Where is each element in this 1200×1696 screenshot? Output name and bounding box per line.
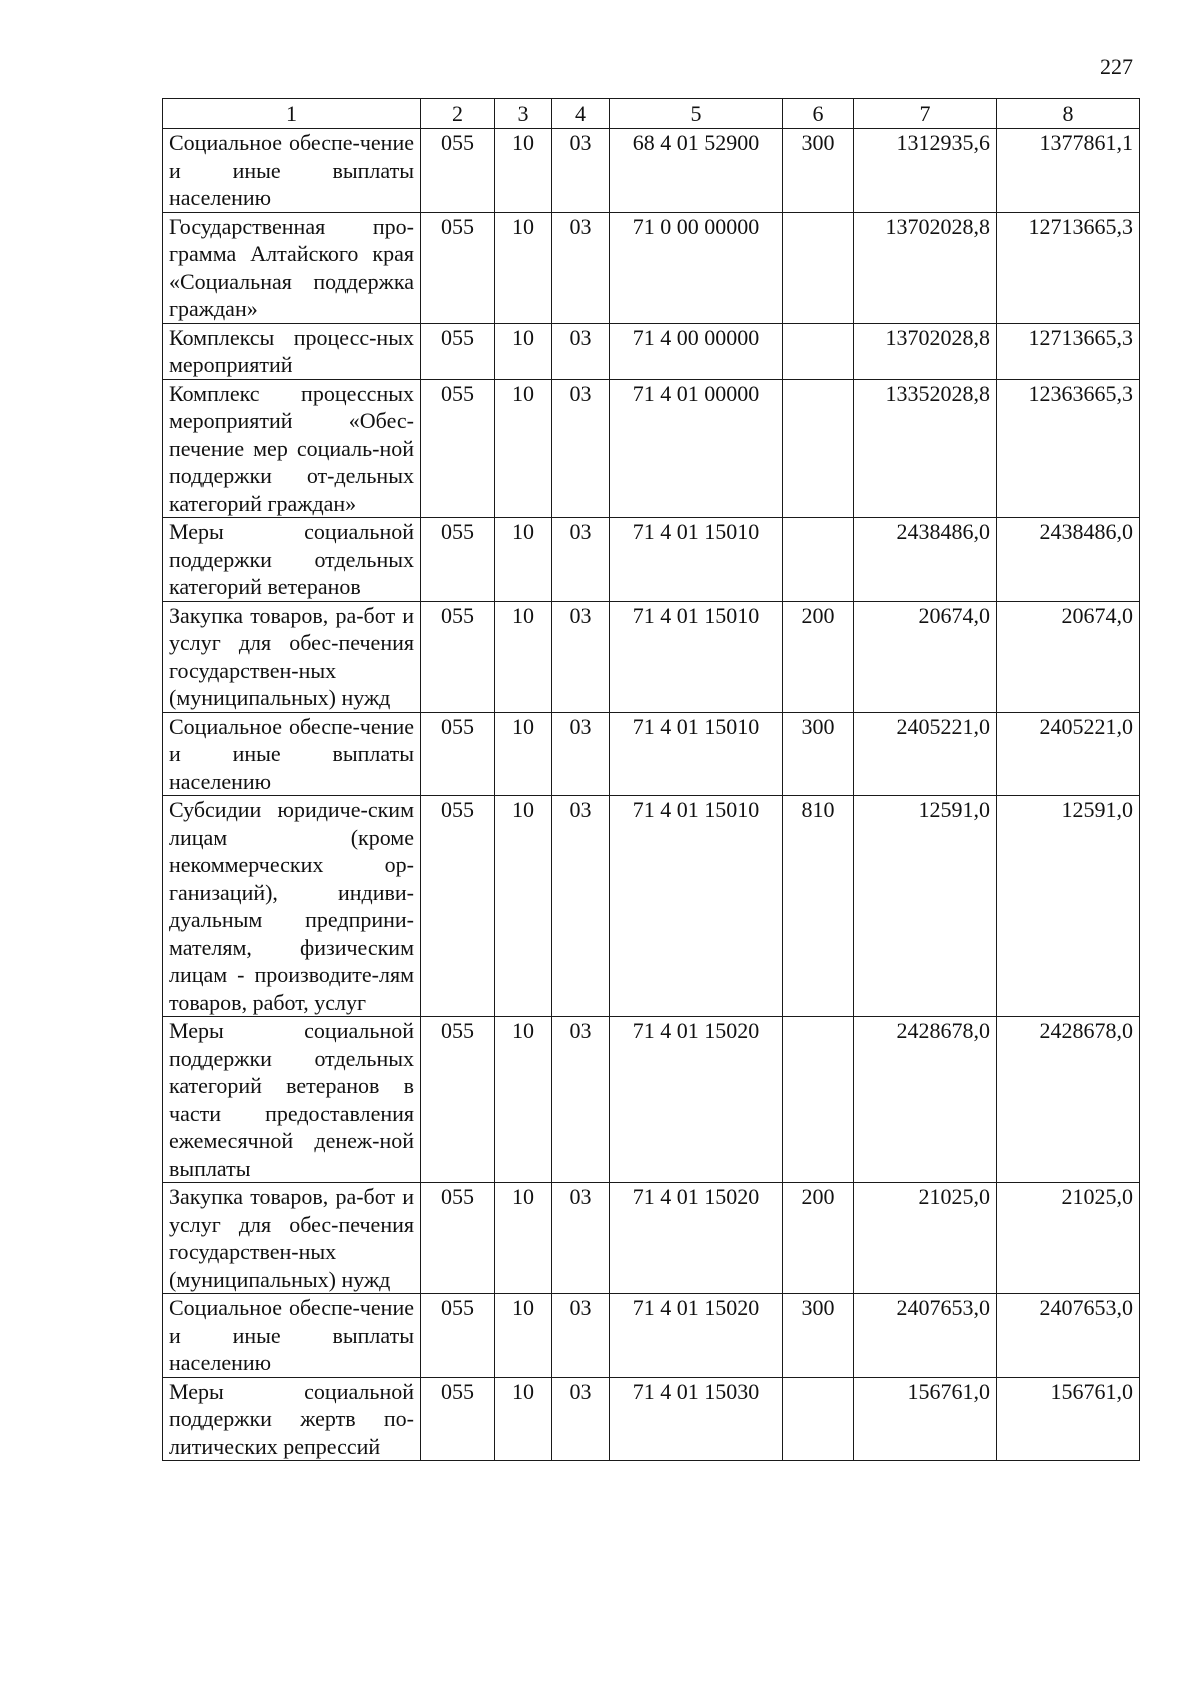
subsection-code-cell: 03 — [552, 212, 610, 323]
table-row — [163, 323, 1140, 379]
subsection-code-cell: 03 — [552, 129, 610, 213]
expense-type-cell: 200 — [783, 1183, 854, 1294]
target-article-cell: 71 4 01 15030 — [610, 1377, 783, 1461]
row-name-cell: Социальное обеспе-чение и иные выплаты населению — [163, 1294, 421, 1378]
expense-type-cell — [783, 379, 854, 518]
column-header: 7 — [854, 99, 997, 129]
subsection-code-cell: 03 — [552, 323, 610, 379]
sum-year1-cell: 21025,0 — [854, 1183, 997, 1294]
sum-year1-cell: 2428678,0 — [854, 1017, 997, 1183]
expense-type-cell: 200 — [783, 601, 854, 712]
row-name-cell: Закупка товаров, ра-бот и услуг для обес-печения государствен-ных (муниципальных) нужд — [163, 601, 421, 712]
sum-year1-cell: 156761,0 — [854, 1377, 997, 1461]
sum-year2-cell: 21025,0 — [997, 1183, 1140, 1294]
page-number: 227 — [1100, 54, 1133, 79]
target-article-cell: 71 4 01 15020 — [610, 1183, 783, 1294]
table-row — [163, 1294, 1140, 1378]
ministry-code-cell: 055 — [421, 796, 495, 1017]
table-row — [163, 796, 1140, 1017]
sum-year2-cell: 12713665,3 — [997, 323, 1140, 379]
section-code-cell: 10 — [495, 129, 552, 213]
ministry-code-cell: 055 — [421, 323, 495, 379]
section-code-cell: 10 — [495, 518, 552, 602]
ministry-code-cell: 055 — [421, 712, 495, 796]
section-code-cell: 10 — [495, 1017, 552, 1183]
sum-year2-cell: 12363665,3 — [997, 379, 1140, 518]
section-code-cell: 10 — [495, 1294, 552, 1378]
sum-year1-cell: 13352028,8 — [854, 379, 997, 518]
expense-type-cell: 300 — [783, 129, 854, 213]
budget-table — [162, 98, 1140, 1461]
section-code-cell: 10 — [495, 323, 552, 379]
sum-year2-cell: 2438486,0 — [997, 518, 1140, 602]
expense-type-cell — [783, 212, 854, 323]
target-article-cell: 71 4 01 15010 — [610, 712, 783, 796]
subsection-code-cell: 03 — [552, 1017, 610, 1183]
row-name-cell: Социальное обеспе-чение и иные выплаты населению — [163, 712, 421, 796]
sum-year2-cell: 20674,0 — [997, 601, 1140, 712]
expense-type-cell — [783, 1017, 854, 1183]
column-header: 2 — [421, 99, 495, 129]
sum-year2-cell: 156761,0 — [997, 1377, 1140, 1461]
expense-type-cell — [783, 1377, 854, 1461]
sum-year1-cell: 12591,0 — [854, 796, 997, 1017]
target-article-cell: 71 0 00 00000 — [610, 212, 783, 323]
row-name-cell: Государственная про-грамма Алтайского края «Социальная поддержка граждан» — [163, 212, 421, 323]
sum-year1-cell: 2438486,0 — [854, 518, 997, 602]
column-header: 6 — [783, 99, 854, 129]
table-header-row — [163, 99, 1140, 129]
target-article-cell: 71 4 01 15010 — [610, 518, 783, 602]
table-row — [163, 379, 1140, 518]
target-article-cell: 71 4 01 15020 — [610, 1294, 783, 1378]
row-name-cell: Закупка товаров, ра-бот и услуг для обес-печения государствен-ных (муниципальных) нужд — [163, 1183, 421, 1294]
section-code-cell: 10 — [495, 796, 552, 1017]
table-row — [163, 712, 1140, 796]
row-name-cell: Комплекс процессных мероприятий «Обес-печение мер социаль-ной поддержки от-дельных категорий граждан» — [163, 379, 421, 518]
table-row — [163, 129, 1140, 213]
sum-year1-cell: 20674,0 — [854, 601, 997, 712]
table-row — [163, 601, 1140, 712]
ministry-code-cell: 055 — [421, 1183, 495, 1294]
table-row — [163, 1377, 1140, 1461]
sum-year2-cell: 12713665,3 — [997, 212, 1140, 323]
expense-type-cell — [783, 323, 854, 379]
section-code-cell: 10 — [495, 1377, 552, 1461]
target-article-cell: 71 4 01 15020 — [610, 1017, 783, 1183]
subsection-code-cell: 03 — [552, 1377, 610, 1461]
sum-year2-cell: 2405221,0 — [997, 712, 1140, 796]
sum-year1-cell: 1312935,6 — [854, 129, 997, 213]
row-name-cell: Комплексы процесс-ных мероприятий — [163, 323, 421, 379]
row-name-cell: Субсидии юридиче-ским лицам (кроме некоммерческих ор-ганизаций), индиви-дуальным предприни-мателям, физическим лицам - производите-лям товаров, работ, услуг — [163, 796, 421, 1017]
sum-year2-cell: 12591,0 — [997, 796, 1140, 1017]
ministry-code-cell: 055 — [421, 379, 495, 518]
section-code-cell: 10 — [495, 601, 552, 712]
subsection-code-cell: 03 — [552, 1183, 610, 1294]
subsection-code-cell: 03 — [552, 518, 610, 602]
column-header: 8 — [997, 99, 1140, 129]
ministry-code-cell: 055 — [421, 1377, 495, 1461]
row-name-cell: Меры социальной поддержки отдельных категорий ветеранов в части предоставления ежемесячной денеж-ной выплаты — [163, 1017, 421, 1183]
subsection-code-cell: 03 — [552, 379, 610, 518]
column-header: 4 — [552, 99, 610, 129]
sum-year1-cell: 2407653,0 — [854, 1294, 997, 1378]
section-code-cell: 10 — [495, 379, 552, 518]
ministry-code-cell: 055 — [421, 601, 495, 712]
section-code-cell: 10 — [495, 1183, 552, 1294]
target-article-cell: 71 4 00 00000 — [610, 323, 783, 379]
sum-year1-cell: 13702028,8 — [854, 212, 997, 323]
row-name-cell: Меры социальной поддержки отдельных категорий ветеранов — [163, 518, 421, 602]
expense-type-cell: 300 — [783, 1294, 854, 1378]
target-article-cell: 68 4 01 52900 — [610, 129, 783, 213]
table-row — [163, 1017, 1140, 1183]
ministry-code-cell: 055 — [421, 518, 495, 602]
table-row — [163, 518, 1140, 602]
subsection-code-cell: 03 — [552, 1294, 610, 1378]
subsection-code-cell: 03 — [552, 601, 610, 712]
row-name-cell: Социальное обеспе-чение и иные выплаты населению — [163, 129, 421, 213]
ministry-code-cell: 055 — [421, 1294, 495, 1378]
expense-type-cell: 810 — [783, 796, 854, 1017]
ministry-code-cell: 055 — [421, 1017, 495, 1183]
ministry-code-cell: 055 — [421, 212, 495, 323]
column-header: 5 — [610, 99, 783, 129]
column-header: 1 — [163, 99, 421, 129]
ministry-code-cell: 055 — [421, 129, 495, 213]
sum-year2-cell: 1377861,1 — [997, 129, 1140, 213]
section-code-cell: 10 — [495, 712, 552, 796]
table-row — [163, 212, 1140, 323]
sum-year1-cell: 13702028,8 — [854, 323, 997, 379]
section-code-cell: 10 — [495, 212, 552, 323]
table-row — [163, 1183, 1140, 1294]
sum-year2-cell: 2428678,0 — [997, 1017, 1140, 1183]
sum-year2-cell: 2407653,0 — [997, 1294, 1140, 1378]
subsection-code-cell: 03 — [552, 796, 610, 1017]
target-article-cell: 71 4 01 00000 — [610, 379, 783, 518]
target-article-cell: 71 4 01 15010 — [610, 601, 783, 712]
row-name-cell: Меры социальной поддержки жертв по-литических репрессий — [163, 1377, 421, 1461]
subsection-code-cell: 03 — [552, 712, 610, 796]
expense-type-cell — [783, 518, 854, 602]
sum-year1-cell: 2405221,0 — [854, 712, 997, 796]
expense-type-cell: 300 — [783, 712, 854, 796]
target-article-cell: 71 4 01 15010 — [610, 796, 783, 1017]
column-header: 3 — [495, 99, 552, 129]
